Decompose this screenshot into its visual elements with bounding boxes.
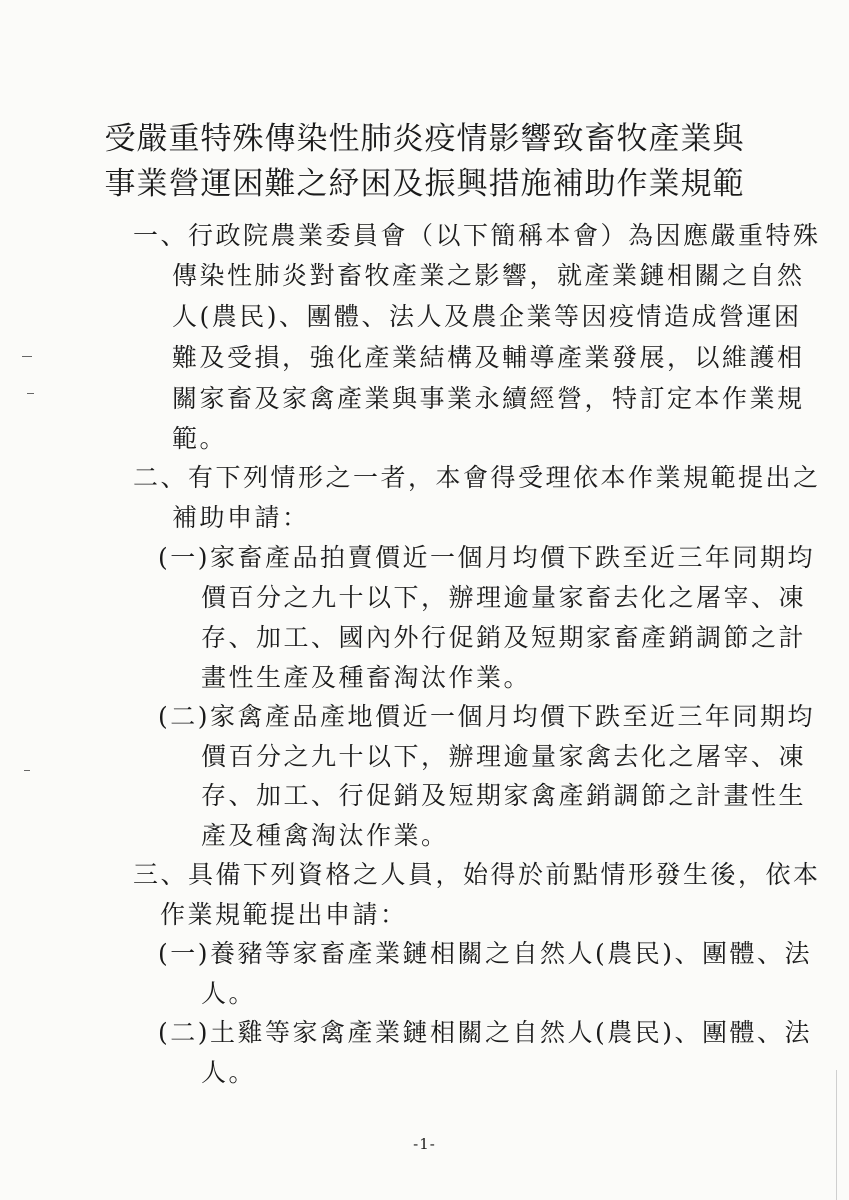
section-2-line-1: 二、有下列情形之一者，本會得受理依本作業規範提出之 [133, 463, 821, 492]
section-2-item-2-line-3: 存、加工、行促銷及短期家禽產銷調節之計畫性生 [201, 781, 807, 810]
section-2-item-1-line-1: (一)家畜產品拍賣價近一個月均價下跌至近三年同期均 [158, 543, 816, 572]
scan-edge-line [836, 1070, 837, 1200]
section-1-line-5: 關家畜及家禽產業與事業永續經營，特訂定本作業規 [172, 384, 805, 413]
section-2-item-2-line-2: 價百分之九十以下，辦理逾量家禽去化之屠宰、凍 [201, 742, 807, 771]
section-2-item-2-line-1: (二)家禽產品產地價近一個月均價下跌至近三年同期均 [158, 702, 816, 731]
scan-mark [27, 393, 34, 394]
section-2-item-1-line-2: 價百分之九十以下，辦理逾量家畜去化之屠宰、凍 [201, 583, 807, 612]
section-1-line-2: 傳染性肺炎對畜牧產業之影響，就產業鏈相關之自然 [172, 261, 805, 290]
scan-mark [22, 356, 32, 357]
section-1-line-1: 一、行政院農業委員會（以下簡稱本會）為因應嚴重特殊 [133, 221, 821, 250]
scan-mark [24, 770, 30, 771]
section-2-line-2: 補助申請： [172, 503, 310, 532]
document-title-line-1: 受嚴重特殊傳染性肺炎疫情影響致畜牧產業與 [104, 121, 745, 157]
section-1-line-4: 難及受損，強化產業結構及輔導產業發展，以維護相 [172, 343, 805, 372]
section-2-item-2-line-4: 產及種禽淘汰作業。 [201, 821, 449, 850]
section-3-item-2-line-1: (二)土雞等家禽產業鏈相關之自然人(農民)、團體、法 [158, 1018, 813, 1047]
section-3-item-1-line-2: 人。 [201, 979, 257, 1008]
section-1-line-6: 範。 [172, 424, 228, 453]
section-1-line-3: 人(農民)、團體、法人及農企業等因疫情造成營運困 [172, 302, 802, 331]
document-title-line-2: 事業營運困難之紓困及振興措施補助作業規範 [104, 166, 745, 202]
section-3-line-1: 三、具備下列資格之人員，始得於前點情形發生後，依本 [133, 860, 821, 889]
page-number: -1- [413, 1135, 436, 1153]
section-3-line-2: 作業規範提出申請： [160, 900, 408, 929]
section-3-item-1-line-1: (一)養豬等家畜產業鏈相關之自然人(農民)、團體、法 [158, 939, 813, 968]
section-3-item-2-line-2: 人。 [201, 1058, 257, 1087]
section-2-item-1-line-4: 畫性生產及種畜淘汰作業。 [201, 663, 532, 692]
section-2-item-1-line-3: 存、加工、國內外行促銷及短期家畜產銷調節之計 [201, 623, 807, 652]
